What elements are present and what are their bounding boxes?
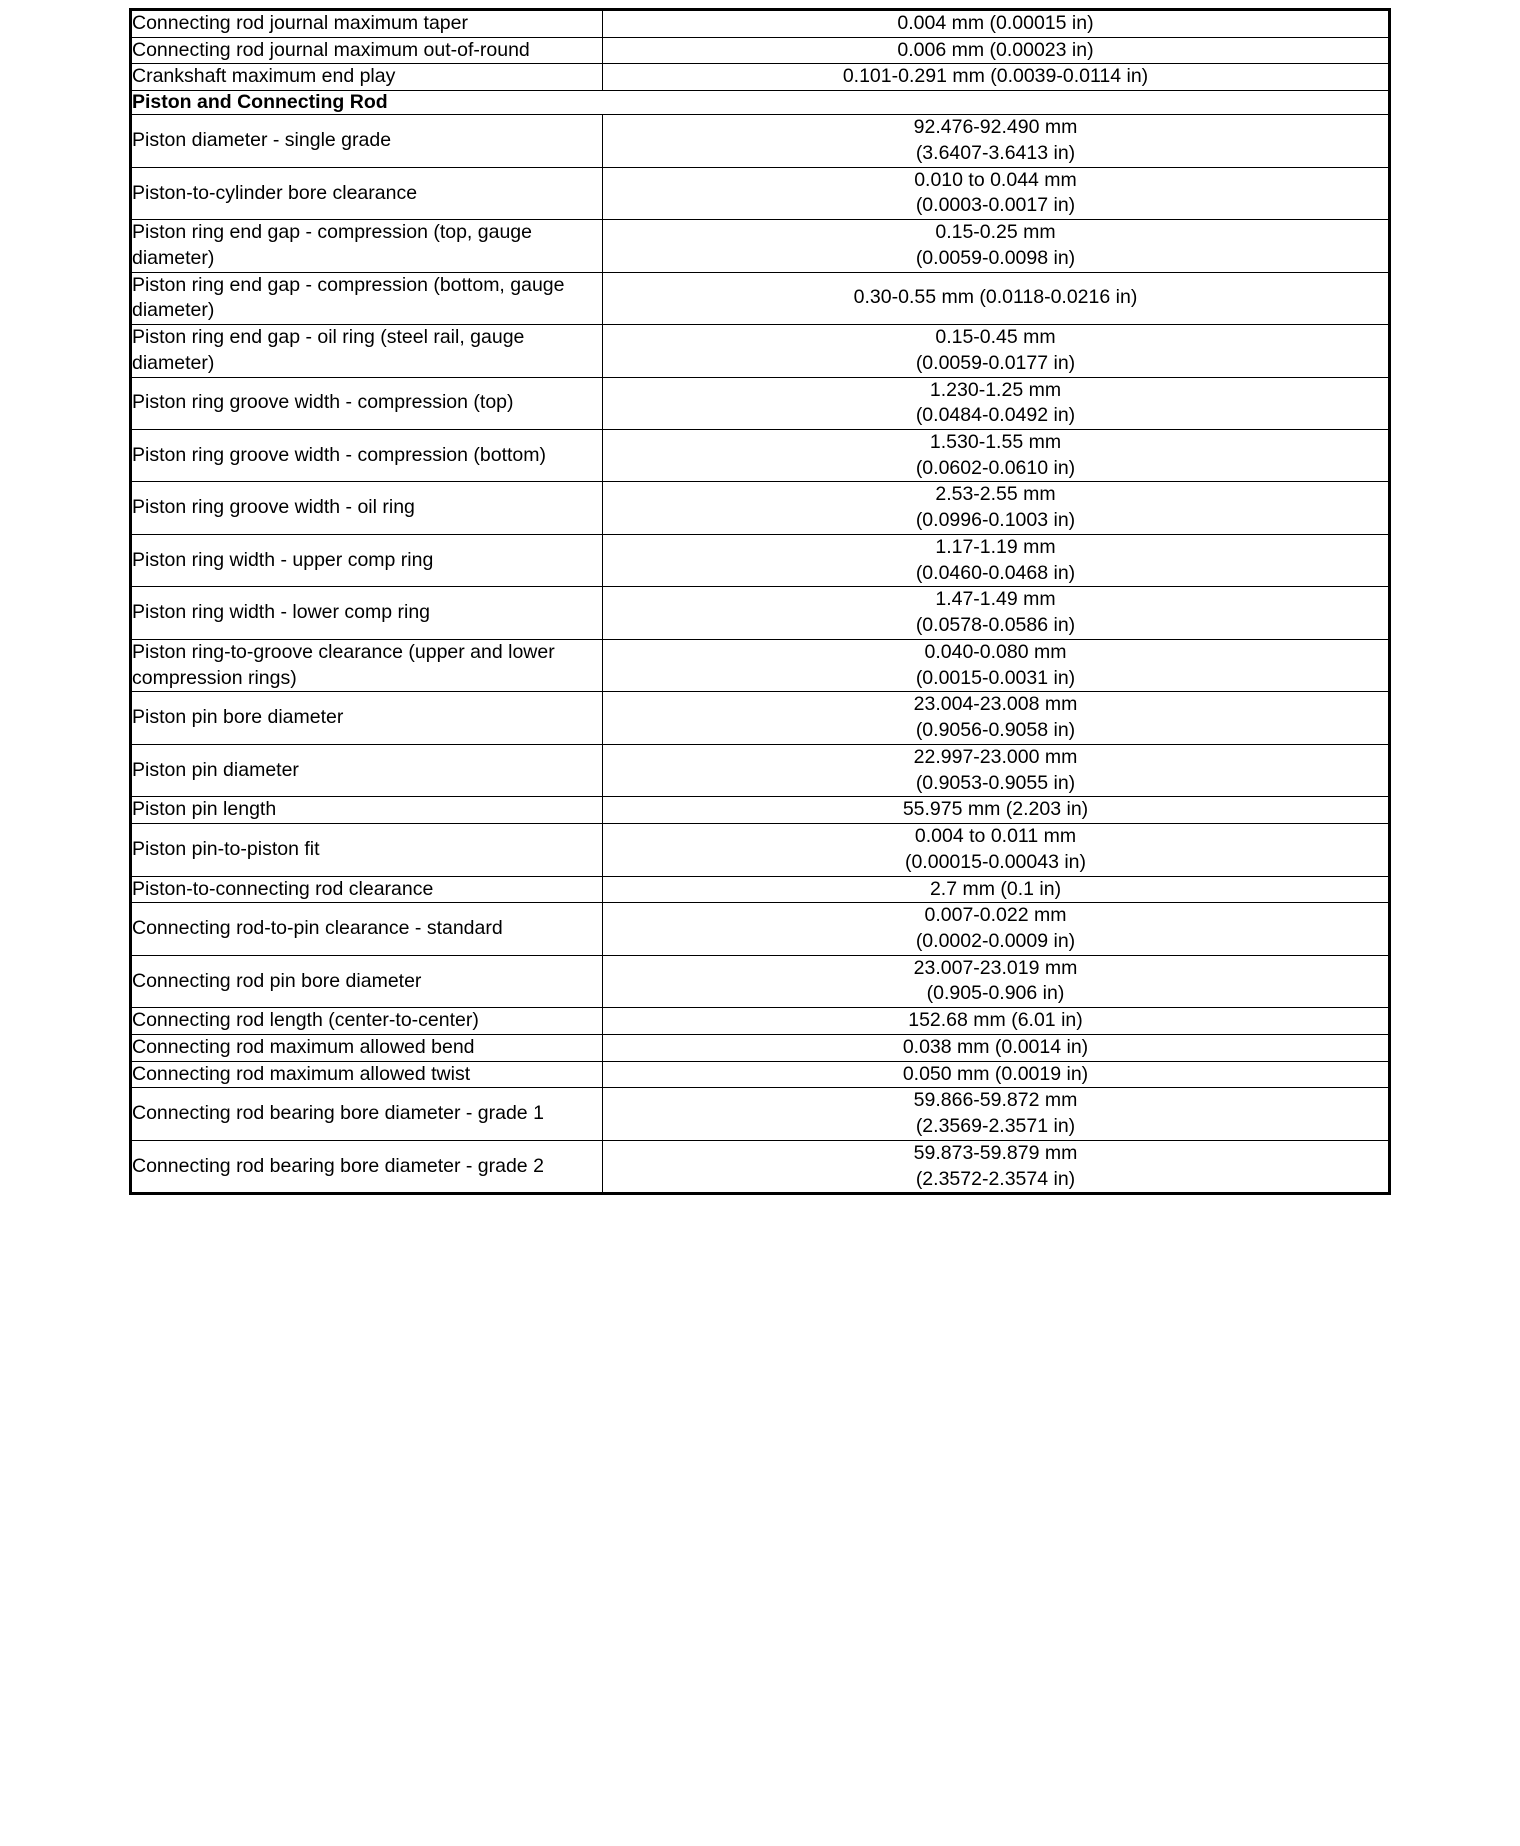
table-row xyxy=(131,1088,1390,1140)
spec-value-cell xyxy=(603,430,1390,482)
spec-label-cell: Piston ring width - lower comp ring xyxy=(131,587,603,639)
spec-value-line: (0.0484-0.0492 in) xyxy=(915,404,1076,427)
spec-value-line: 0.004 mm (0.00015 in) xyxy=(897,12,1094,34)
spec-value-cell xyxy=(603,797,1390,824)
spec-value-cell xyxy=(603,272,1390,324)
spec-value-line: (0.0602-0.0610 in) xyxy=(915,456,1076,479)
spec-value-line: (2.3572-2.3574 in) xyxy=(915,1167,1076,1190)
spec-value-line: (0.0996-0.1003 in) xyxy=(915,509,1076,532)
spec-label-cell: Piston ring end gap - compression (bottom, gauge diameter) xyxy=(131,272,603,324)
spec-value-cell xyxy=(603,534,1390,586)
spec-value-cell xyxy=(603,903,1390,955)
spec-value-cell xyxy=(603,10,1390,38)
table-row xyxy=(131,1034,1390,1061)
spec-value-line: 59.866-59.872 mm xyxy=(913,1089,1078,1112)
spec-label-cell: Piston ring groove width - compression (top) xyxy=(131,377,603,429)
spec-label-cell: Connecting rod length (center-to-center) xyxy=(131,1008,603,1035)
spec-label-cell: Piston ring end gap - oil ring (steel rail, gauge diameter) xyxy=(131,325,603,377)
spec-value-line: 92.476-92.490 mm xyxy=(913,116,1078,139)
spec-value-cell xyxy=(603,167,1390,219)
spec-value-cell xyxy=(603,639,1390,691)
spec-value-cell xyxy=(603,115,1390,167)
table-row xyxy=(131,587,1390,639)
spec-value-line: 1.17-1.19 mm xyxy=(935,535,1056,558)
spec-value-cell xyxy=(603,744,1390,796)
spec-value-line: (0.0578-0.0586 in) xyxy=(915,614,1076,637)
section-heading: Piston and Connecting Rod xyxy=(131,91,1390,115)
spec-value-line: 59.873-59.879 mm xyxy=(913,1141,1078,1164)
spec-value-cell xyxy=(603,587,1390,639)
spec-label-cell: Piston-to-cylinder bore clearance xyxy=(131,167,603,219)
spec-value-cell xyxy=(603,220,1390,272)
spec-value-cell xyxy=(603,1061,1390,1088)
table-row xyxy=(131,1008,1390,1035)
spec-value-line: 23.004-23.008 mm xyxy=(913,693,1078,716)
table-row xyxy=(131,10,1390,38)
table-row xyxy=(131,1061,1390,1088)
spec-label-cell: Connecting rod journal maximum taper xyxy=(131,10,603,38)
spec-value-line: 0.004 to 0.011 mm xyxy=(914,825,1077,848)
table-row xyxy=(131,64,1390,91)
spec-value-line: (0.00015-0.00043 in) xyxy=(904,850,1087,873)
spec-value-line: 22.997-23.000 mm xyxy=(913,745,1078,768)
table-row xyxy=(131,797,1390,824)
spec-label-cell: Piston pin diameter xyxy=(131,744,603,796)
spec-value-cell xyxy=(603,1034,1390,1061)
table-row xyxy=(131,744,1390,796)
table-row xyxy=(131,220,1390,272)
spec-value-line: 2.7 mm (0.1 in) xyxy=(929,877,1062,900)
spec-value-line: 0.038 mm (0.0014 in) xyxy=(902,1035,1089,1058)
spec-label-cell: Connecting rod journal maximum out-of-round xyxy=(131,37,603,64)
spec-label-cell: Piston pin bore diameter xyxy=(131,692,603,744)
spec-value-line: (3.6407-3.6413 in) xyxy=(915,141,1076,164)
table-row xyxy=(131,115,1390,167)
spec-label-cell: Piston ring groove width - oil ring xyxy=(131,482,603,534)
spec-value-cell xyxy=(603,325,1390,377)
spec-value-cell xyxy=(603,876,1390,903)
spec-value-line: 2.53-2.55 mm xyxy=(935,483,1056,506)
spec-label-cell: Connecting rod bearing bore diameter - grade 2 xyxy=(131,1140,603,1193)
spec-value-line: (0.0059-0.0177 in) xyxy=(915,351,1076,374)
table-row xyxy=(131,272,1390,324)
spec-label-cell: Connecting rod bearing bore diameter - grade 1 xyxy=(131,1088,603,1140)
spec-label-cell: Piston ring width - upper comp ring xyxy=(131,534,603,586)
spec-value-cell xyxy=(603,1008,1390,1035)
spec-value-cell xyxy=(603,1088,1390,1140)
spec-value-cell xyxy=(603,64,1390,91)
spec-value-line: 0.007-0.022 mm xyxy=(924,904,1067,927)
spec-value-line: (0.0059-0.0098 in) xyxy=(915,246,1076,269)
table-row xyxy=(131,1140,1390,1193)
spec-value-line: 1.230-1.25 mm xyxy=(929,378,1062,401)
spec-value-line: (0.9053-0.9055 in) xyxy=(915,771,1076,794)
spec-label-cell: Crankshaft maximum end play xyxy=(131,64,603,91)
table-row xyxy=(131,377,1390,429)
spec-value-cell xyxy=(603,955,1390,1007)
spec-label-cell: Connecting rod pin bore diameter xyxy=(131,955,603,1007)
spec-value-line: 1.47-1.49 mm xyxy=(935,588,1056,611)
table-row xyxy=(131,876,1390,903)
table-row xyxy=(131,37,1390,64)
table-row xyxy=(131,639,1390,691)
spec-value-line: (0.9056-0.9058 in) xyxy=(915,719,1076,742)
spec-value-line: 0.010 to 0.044 mm xyxy=(914,168,1077,191)
specifications-table xyxy=(129,8,1391,1195)
spec-value-line: 23.007-23.019 mm xyxy=(913,956,1078,979)
spec-label-cell: Piston ring-to-groove clearance (upper and lower compression rings) xyxy=(131,639,603,691)
spec-label-cell: Piston pin length xyxy=(131,797,603,824)
spec-label-cell: Connecting rod maximum allowed bend xyxy=(131,1034,603,1061)
spec-label-cell: Piston ring groove width - compression (bottom) xyxy=(131,430,603,482)
table-row xyxy=(131,903,1390,955)
spec-value-line: (0.0002-0.0009 in) xyxy=(915,929,1076,952)
spec-value-cell xyxy=(603,824,1390,876)
spec-value-line: (0.0460-0.0468 in) xyxy=(915,561,1076,584)
spec-value-line: 0.30-0.55 mm (0.0118-0.0216 in) xyxy=(853,286,1138,309)
table-row xyxy=(131,325,1390,377)
spec-value-cell xyxy=(603,377,1390,429)
spec-value-line: 0.15-0.25 mm xyxy=(935,221,1056,244)
spec-value-line: (0.0015-0.0031 in) xyxy=(915,666,1076,689)
spec-value-line: 0.040-0.080 mm xyxy=(924,640,1067,663)
table-section-row xyxy=(131,91,1390,115)
spec-value-cell xyxy=(603,692,1390,744)
table-row xyxy=(131,534,1390,586)
spec-label-cell: Piston pin-to-piston fit xyxy=(131,824,603,876)
table-row xyxy=(131,430,1390,482)
spec-label-cell: Piston ring end gap - compression (top, gauge diameter) xyxy=(131,220,603,272)
spec-label-cell: Connecting rod maximum allowed twist xyxy=(131,1061,603,1088)
spec-value-line: 152.68 mm (6.01 in) xyxy=(908,1009,1083,1032)
spec-label-cell: Connecting rod-to-pin clearance - standard xyxy=(131,903,603,955)
table-row xyxy=(131,167,1390,219)
spec-value-line: 55.975 mm (2.203 in) xyxy=(902,798,1089,821)
spec-value-cell xyxy=(603,37,1390,64)
table-row xyxy=(131,955,1390,1007)
spec-value-line: 0.101-0.291 mm (0.0039-0.0114 in) xyxy=(842,65,1149,88)
spec-value-line: (0.905-0.906 in) xyxy=(926,982,1065,1005)
spec-label-cell: Piston-to-connecting rod clearance xyxy=(131,876,603,903)
table-row xyxy=(131,482,1390,534)
spec-value-cell xyxy=(603,482,1390,534)
spec-value-cell xyxy=(603,1140,1390,1193)
specifications-table-body xyxy=(131,10,1390,1194)
spec-value-line: 0.006 mm (0.00023 in) xyxy=(897,38,1094,61)
spec-value-line: 1.530-1.55 mm xyxy=(929,431,1062,454)
spec-value-line: 0.15-0.45 mm xyxy=(935,326,1056,349)
table-row xyxy=(131,692,1390,744)
table-row xyxy=(131,824,1390,876)
spec-value-line: (2.3569-2.3571 in) xyxy=(915,1115,1076,1138)
spec-label-cell: Piston diameter - single grade xyxy=(131,115,603,167)
spec-value-line: 0.050 mm (0.0019 in) xyxy=(902,1062,1089,1085)
spec-value-line: (0.0003-0.0017 in) xyxy=(915,194,1076,217)
